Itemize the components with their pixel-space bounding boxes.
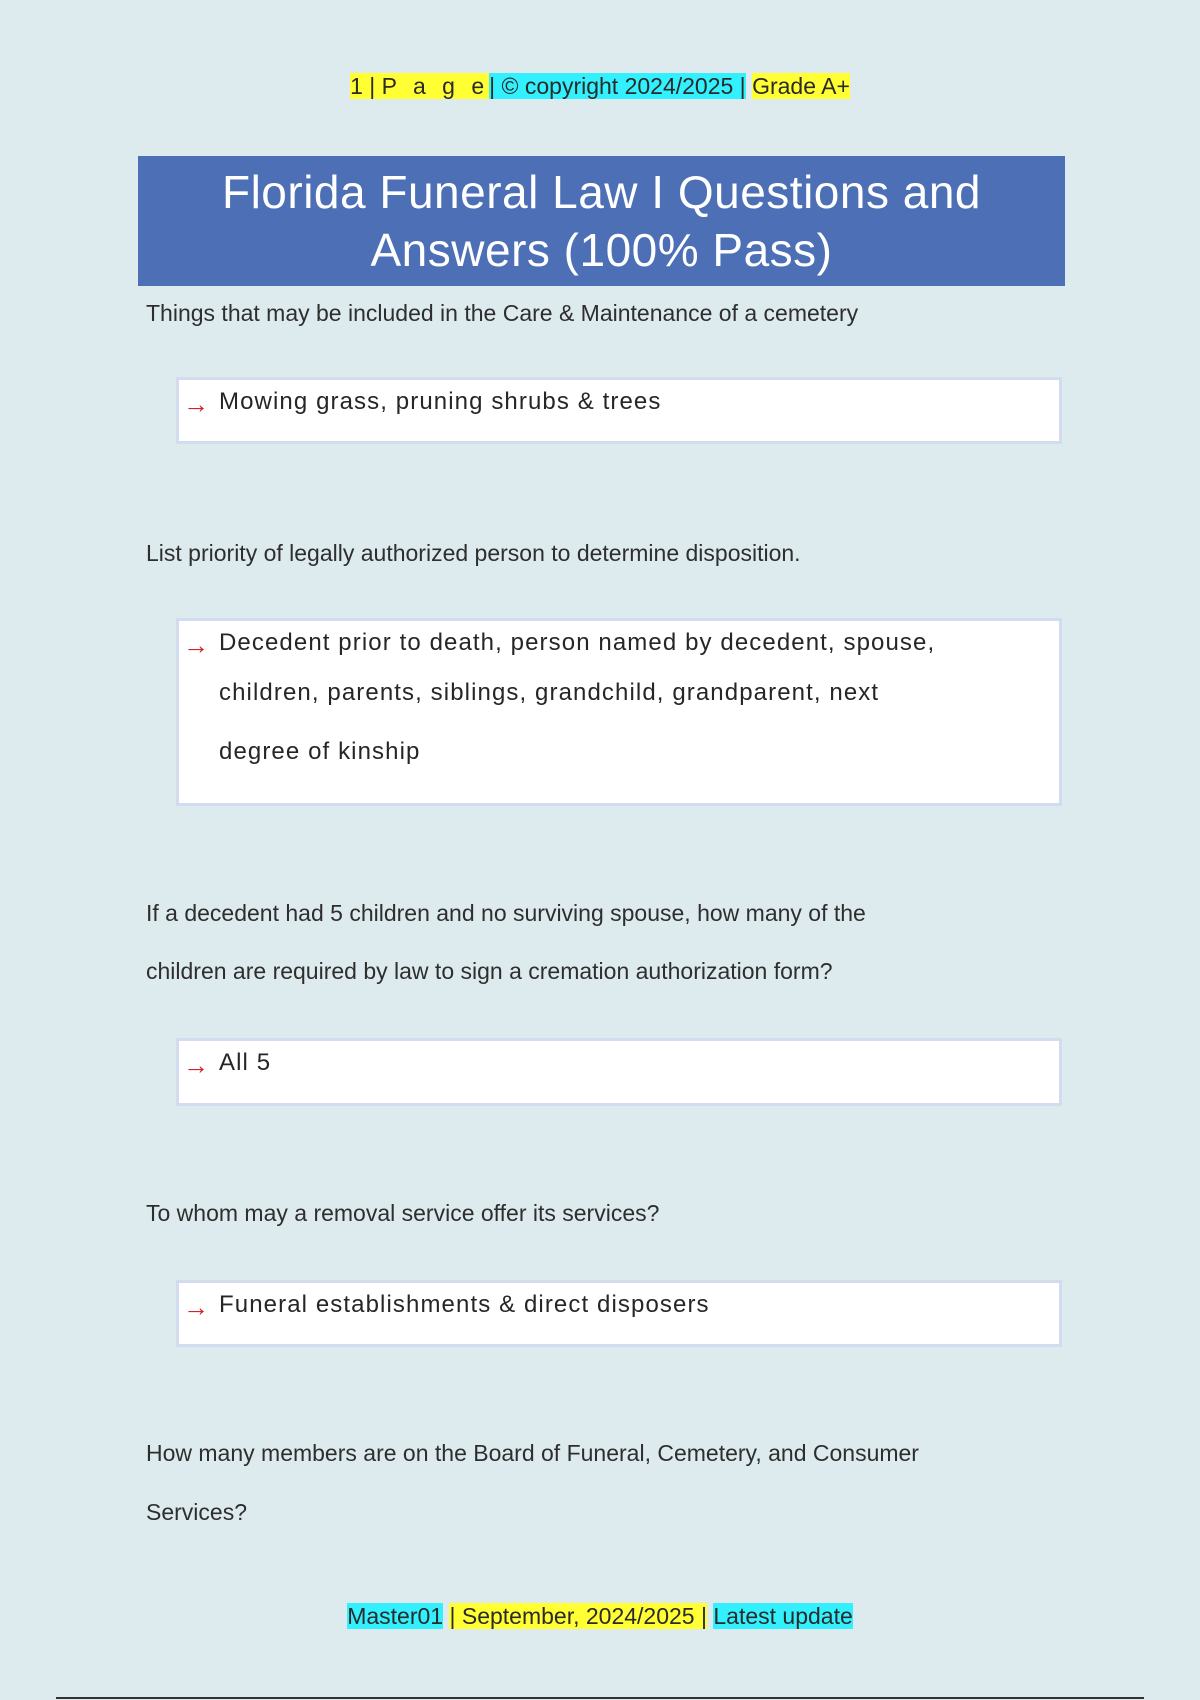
footer-update: Latest update <box>713 1603 853 1629</box>
header-page-number: 1 | P a g e <box>350 73 490 99</box>
right-arrow-icon: → <box>183 389 211 419</box>
question-5-line-1: How many members are on the Board of Funeral, Cemetery, and Consumer <box>146 1440 919 1466</box>
footer-divider <box>56 1697 1144 1699</box>
answer-2-line-3: degree of kinship <box>219 738 421 765</box>
footer-author: Master01 <box>347 1603 444 1629</box>
header-copyright: | © copyright 2024/2025 | <box>489 73 746 99</box>
page-header <box>0 70 1200 102</box>
answer-box-3 <box>176 1038 1062 1106</box>
question-4: To whom may a removal service offer its services? <box>146 1200 660 1226</box>
question-1: Things that may be included in the Care & Maintenance of a cemetery <box>146 300 859 326</box>
right-arrow-icon: → <box>183 1292 211 1322</box>
answer-2-line-1: Decedent prior to death, person named by decedent, spouse, <box>219 629 936 656</box>
question-3-line-2: children are required by law to sign a cremation authorization form? <box>146 958 833 984</box>
question-5-line-2: Services? <box>146 1499 247 1525</box>
answer-3: All 5 <box>219 1049 272 1076</box>
right-arrow-icon: → <box>183 1050 211 1080</box>
answer-box-1 <box>176 377 1062 444</box>
right-arrow-icon: → <box>183 630 211 660</box>
answer-1: Mowing grass, pruning shrubs & trees <box>219 388 662 415</box>
question-2: List priority of legally authorized person to determine disposition. <box>146 540 801 566</box>
answer-4: Funeral establishments & direct disposers <box>219 1291 710 1318</box>
answer-2-line-2: children, parents, siblings, grandchild, grandparent, next <box>219 679 880 706</box>
header-grade: Grade A+ <box>752 73 850 99</box>
footer-date: | September, 2024/2025 | <box>449 1603 707 1629</box>
page-footer <box>0 1600 1200 1632</box>
answer-box-4 <box>176 1280 1062 1347</box>
question-3-line-1: If a decedent had 5 children and no surviving spouse, how many of the <box>146 900 866 926</box>
document-title: Florida Funeral Law I Questions and Answers (100% Pass) <box>138 156 1065 286</box>
answer-box-2 <box>176 618 1062 806</box>
